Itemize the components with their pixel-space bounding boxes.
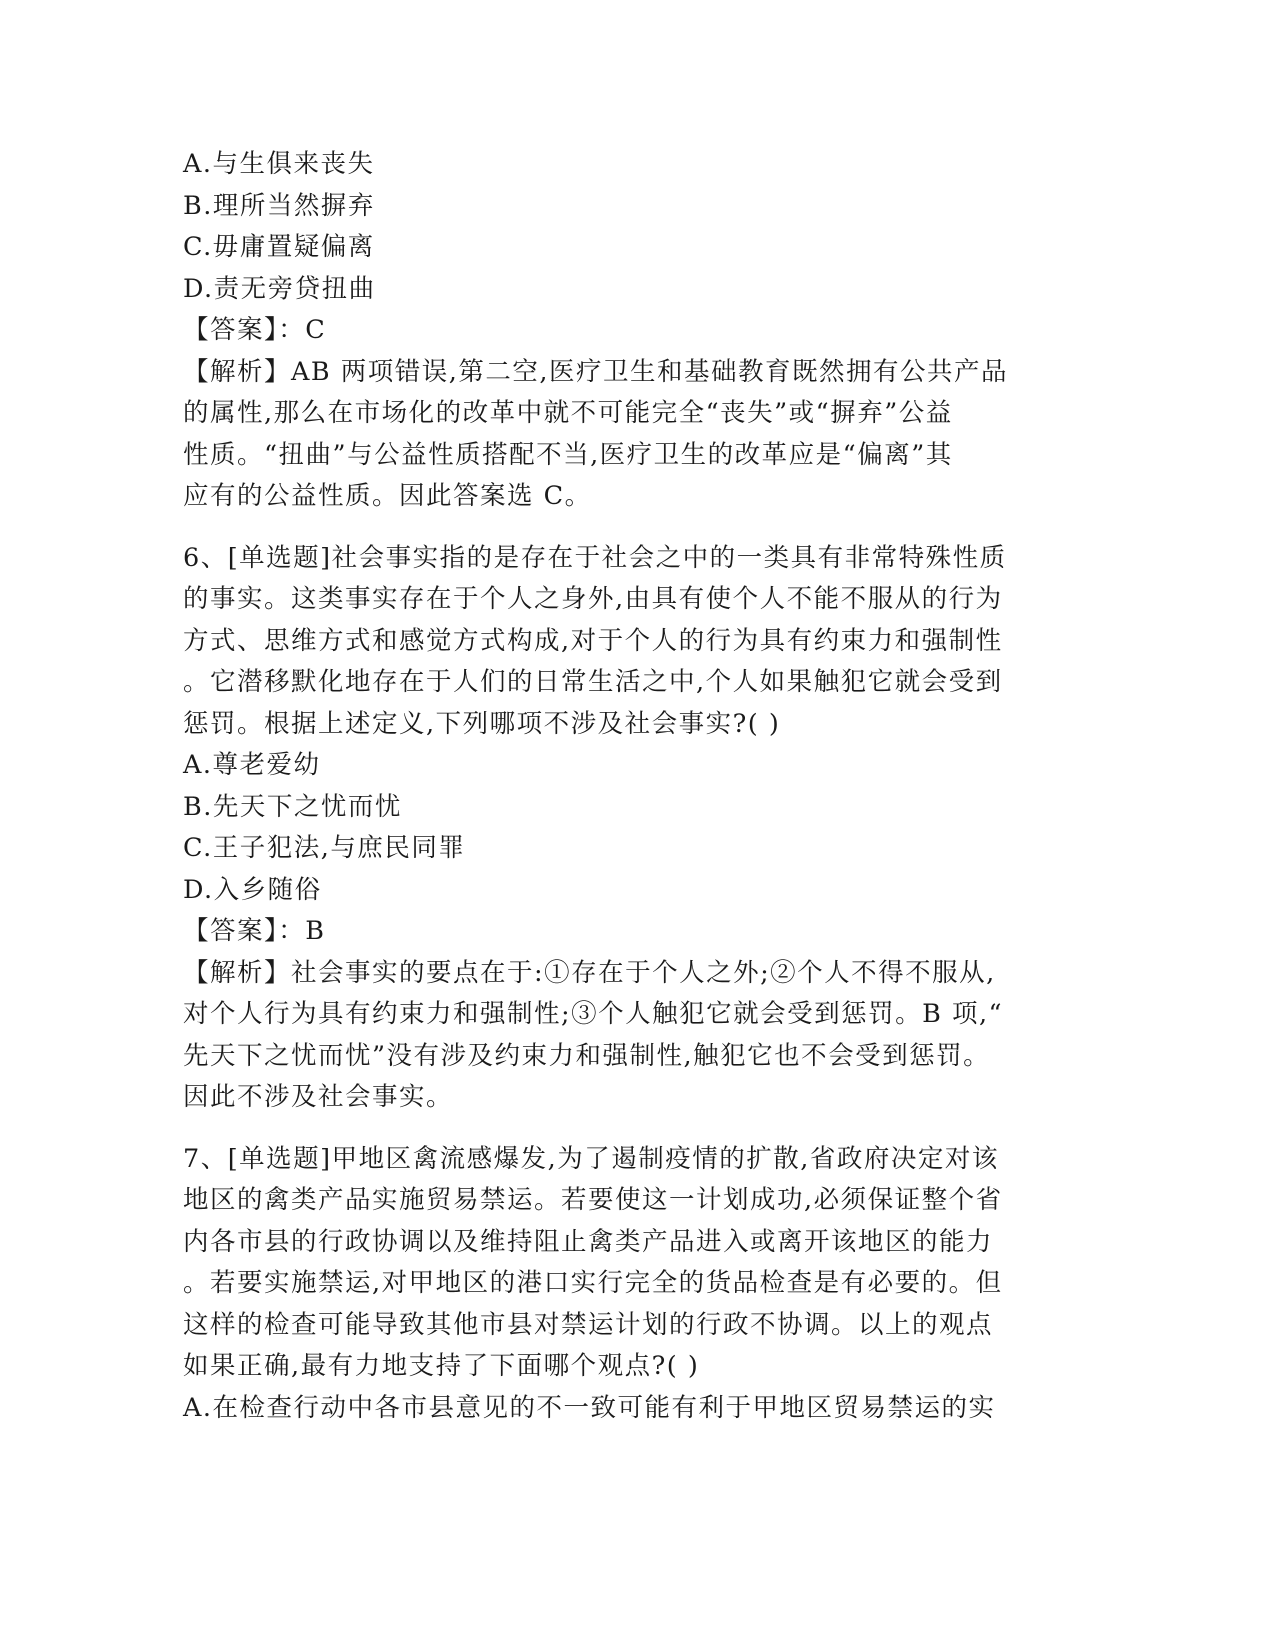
option-b: B.先天下之忧而忧 [183, 791, 402, 822]
stem-line: 的事实。这类事实存在于个人之身外,由具有使个人不能不服从的行为 [183, 584, 1003, 614]
answer: 【答案】：C [183, 315, 327, 345]
analysis-line: 先天下之忧而忧”没有涉及约束力和强制性,触犯它也不会受到惩罚。 [183, 1040, 991, 1071]
stem-line: 地区的禽类产品实施贸易禁运。若要使这一计划成功,必须保证整个省 [183, 1185, 1003, 1215]
analysis-line: 【解析】AB 两项错误,第二空,医疗卫生和基础教育既然拥有公共产品 [183, 356, 1008, 387]
analysis-line: 应有的公益性质。因此答案选 C。 [183, 481, 592, 511]
spacer [183, 518, 1063, 538]
question-7 [183, 1139, 1063, 1430]
stem-line: 7、[单选题]甲地区禽流感爆发,为了遏制疫情的扩散,省政府决定对该 [183, 1143, 999, 1174]
stem-line: 如果正确,最有力地支持了下面哪个观点?( ) [183, 1351, 700, 1381]
stem-line: 内各市县的行政协调以及维持阻止禽类产品进入或离开该地区的能力 [183, 1226, 994, 1257]
stem-line: 方式、思维方式和感觉方式构成,对于个人的行为具有约束力和强制性 [183, 625, 1003, 656]
option-c: C.王子犯法,与庶民同罪 [183, 833, 466, 863]
analysis-line: 的属性,那么在市场化的改革中就不可能完全“丧失”或“摒弃”公益 [183, 398, 953, 428]
analysis-line: 因此不涉及社会事实。 [183, 1082, 454, 1112]
stem-line: 。它潜移默化地存在于人们的日常生活之中,个人如果触犯它就会受到 [183, 667, 1003, 697]
question-5-remainder [183, 144, 1063, 518]
analysis-line: 性质。“扭曲”与公益性质搭配不当,医疗卫生的改革应是“偏离”其 [183, 439, 953, 470]
spacer [183, 1119, 1063, 1139]
analysis-line: 对个人行为具有约束力和强制性;③个人触犯它就会受到惩罚。B 项,“ [183, 999, 1004, 1029]
option-a: A.尊老爱幼 [183, 750, 321, 780]
option-d: D.入乡随俗 [183, 874, 322, 905]
stem-line: 。若要实施禁运,对甲地区的港口实行完全的货品检查是有必要的。但 [183, 1268, 1003, 1298]
stem-line: 6、[单选题]社会事实指的是存在于社会之中的一类具有非常特殊性质 [183, 542, 1007, 573]
analysis-line: 【解析】社会事实的要点在于:①存在于个人之外;②个人不得不服从, [183, 957, 996, 988]
question-stem [183, 1139, 1063, 1388]
stem-line: 惩罚。根据上述定义,下列哪项不涉及社会事实?( ) [183, 708, 781, 739]
page-content [183, 144, 1063, 1429]
question-stem [183, 538, 1063, 746]
option-c: C.毋庸置疑偏离 [183, 232, 375, 262]
option-a: A.在检查行动中各市县意见的不一致可能有利于甲地区贸易禁运的实 [183, 1392, 996, 1423]
option-b: B.理所当然摒弃 [183, 190, 375, 221]
stem-line: 这样的检查可能导致其他市县对禁运计划的行政不协调。以上的观点 [183, 1309, 994, 1340]
option-d: D.责无旁贷扭曲 [183, 273, 376, 304]
question-6 [183, 538, 1063, 1119]
answer: 【答案】：B [183, 916, 326, 946]
analysis [183, 953, 1063, 1119]
analysis [183, 352, 1063, 518]
option-a: A.与生俱来丧失 [183, 149, 375, 179]
